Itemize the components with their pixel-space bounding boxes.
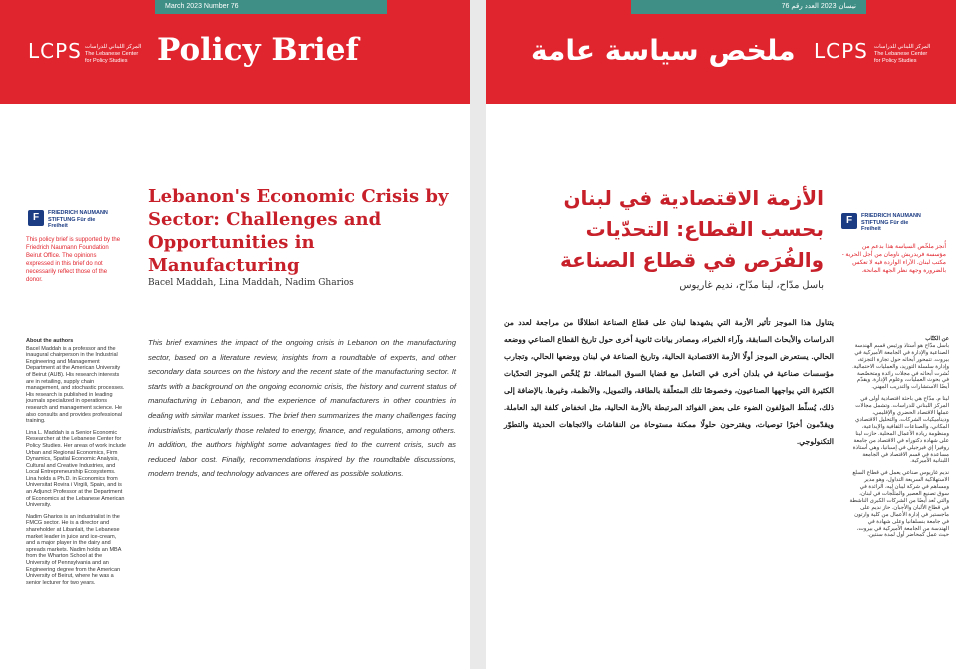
about-authors bbox=[26, 338, 126, 591]
lcps-subtitle bbox=[874, 44, 934, 65]
about-heading: About the authors bbox=[26, 338, 74, 344]
brief-title: الأزمة الاقتصادية في لبنان بحسب القطاع: التحدّيات والفُرَص في قطاع الصناعة bbox=[559, 186, 824, 272]
about-author-2: Lina L. Maddah is a Senior Economic Researcher at the Lebanese Center for Policy Studies. Her areas of work include Urban and Regional Economics, Firm Dynamics, Spatial Economic Analysis, Cultural and Creative Industries, and Local Entrepreneurship Ecosystems. Lina holds a Ph.D. in Economics from Universitat Rovira i Virgili, Spain, and is an Adjunct Professor at the Department of Economics at the Lebanese American University. bbox=[26, 429, 126, 509]
about-author-3: Nadim Gharios is an industrialist in the FMCG sector. He is a director and shareholder at Libanlait, the Lebanese market leader in juice and ice-cream, and a major player in the dairy and spreads markets. Nadim holds an MBA from the Wharton School at the University of Pennsylvania and an Engineering degree from the American University of Beirut, where he was a senior lecturer for two years. bbox=[26, 513, 122, 586]
lcps-logo: LCPS bbox=[28, 39, 82, 63]
english-page bbox=[0, 0, 470, 669]
abstract: يتناول هذا الموجز تأثير الأزمة التي يشهدها لبنان على قطاع الصناعة انطلاقًا من مراجعة لعدد من الدراسات والأبحاث السابقة، وآراء الخبراء، ومصادر بيانات ثانوية أخرى حول تاريخ القطاع الصناعي ووضعه الحالي. يستعرض الموجز أولًا الأزمة الاقتصادية الحالية، وتاريخ الصناعة في لبنان ووضعها الحالي، وتجارب مؤسسات صناعية في بلدان أخرى في التعامل مع قضايا السوق المماثلة. ثمّ يُلخّص الموجز التحدّيات الكثيرة التي يواجهها الصناعيون، وخصوصًا تلك المتعلّقة بالطاقة، والتمويل، والأنظمة، وغيرها. بالإضافة إلى ذلك، يُسلّط المؤلفون الضوء على بعض الفوائد المرتبطة بالأزمة الحالية، مثل انخفاض كلفة اليد العاملة. ويقدّمون أخيرًا توصيات، ويقترحون حلولًا ممكنة مستوحاة من النقاشات والاتجاهات الحديثة والتطوّر التكنولوجي. bbox=[504, 318, 834, 446]
about-author-1: باسل مدّاح هو أستاذ ورئيس قسم الهندسة الصناعية والإدارة في الجامعة الأميركية في بيروت. تتمحور أبحاثه حول تجارة التجزئة، وإدارة سلسلة التوريد، والعمليات الاحتمالية. نُشرت أبحاثه في مجلات رائدة ومتخصّصة في بحوث العمليات، وعلوم الإدارة. ويقدّم أيضًا الاستشارات والتدريب المهني. bbox=[852, 342, 949, 391]
foundation-f-icon: F bbox=[841, 213, 857, 229]
about-author-1: Bacel Maddah is a professor and the inaugural chairperson in the Industrial Engineering and Management Department at the American University of Beirut (AUB). His research interests are in retailing, supply chain management, and stochastic processes. His research is published in leading journals specialized in operations research and management science. He also consults and provides professional training. bbox=[26, 345, 125, 425]
about-heading: عن الكتّاب bbox=[925, 336, 949, 342]
support-note: This policy brief is supported by the Friedrich Naumann Foundation Beirut Office. The opinions expressed in this brief do not necessarily reflect those of the donor. bbox=[26, 237, 121, 283]
header-title: Policy Brief bbox=[157, 32, 359, 68]
issue-strip: نيسان 2023 العدد رقم 76 bbox=[631, 0, 866, 14]
about-author-3: نديم غاريوس صناعي يعمل في قطاع السلع الاستهلاكية السريعة التداول، وهو مدير ومساهم في شركة ليبان لِيه، الرائدة في سوق تصنيع العصير والمثلّجات في لبنان، والتي تُعد أيضًا من الشركات الكبرى الناشطة في قطاع الألبان والأجبان. حاز نديم على ماجستير في إدارة الأعمال من كلية وارتون في جامعة بنسلفانيا وعلى شهادة في الهندسة من الجامعة الأميركية في بيروت، حيث عمل كمحاضر أول لمدة سنتين. bbox=[849, 470, 949, 539]
foundation-f-icon: F bbox=[28, 210, 44, 226]
issue-strip: March 2023 Number 76 bbox=[155, 0, 387, 14]
brief-title: Lebanon's Economic Crisis by Sector: Challenges and Opportunities in Manufacturing bbox=[148, 186, 449, 276]
foundation-name: FRIEDRICH NAUMANN STIFTUNG Für die Freiheit bbox=[861, 213, 921, 232]
lcps-subtitle-ar: المركز اللبناني للدراسات bbox=[85, 44, 142, 50]
foundation-logo bbox=[28, 210, 110, 230]
header-title: ملخص سياسة عامة bbox=[531, 34, 796, 67]
lcps-subtitle-ar: المركز اللبناني للدراسات bbox=[874, 44, 931, 50]
authors: Bacel Maddah, Lina Maddah, Nadim Gharios bbox=[148, 278, 354, 288]
foundation-logo bbox=[841, 213, 923, 233]
lcps-subtitle-en: The Lebanese Center for Policy Studies bbox=[85, 51, 139, 64]
abstract: This brief examines the impact of the ongoing crisis in Lebanon on the manufacturing sector, based on a literature review, insights from a roundtable of experts, and other secondary data sources on the history and the recent state of the manufacturing sector. It starts with a background on the ongoing economic crisis, the history and current status of manufacturing in Lebanon, and the experience of manufacturers in other countries in dealing with similar market issues. The brief then summarizes the many challenges facing industrialists, particularly those related to energy, finance, and regulations, among others. In addition, the authors highlight some advantages tied to the current crisis, such as reduced labor cost. Finally, recommendations inspired by the roundtable discussions, modern trends, and technology advances are offered as possible solutions. bbox=[148, 338, 456, 479]
lcps-subtitle-en: The Lebanese Center for Policy Studies bbox=[874, 51, 928, 64]
lcps-subtitle bbox=[85, 44, 145, 65]
arabic-page bbox=[486, 0, 956, 669]
foundation-name: FRIEDRICH NAUMANN STIFTUNG Für die Freiheit bbox=[48, 210, 108, 229]
support-note: أُنجز ملخّص السياسة هذا بدعم من مؤسسة فريدريش ناومان من أجل الحرية - مكتب لبنان. الآراء الواردة فيه لا تعكس بالضرورة وجهة نظر الجهة المانحة. bbox=[841, 244, 946, 274]
about-authors bbox=[849, 336, 949, 544]
about-author-2: لينا م. مدّاح هي باحثة اقتصادية أولى في المركز اللبناني للدراسات. وتشمل مجالات عملها الاقتصاد الحضري والإقليمي، وديناميكيات الشركات، والتحليل الاقتصادي المكاني، والصناعات الثقافية والإبداعية، ومنظومة ريادة الأعمال المحلية. حازت لينا على شهادة دكتوراه في الاقتصاد من جامعة روفيرا إي فيرجيلي في إسبانيا، وهي أستاذة مساعدة في قسم الاقتصاد في الجامعة اللبنانية الأميركية. bbox=[852, 396, 949, 465]
lcps-logo: LCPS bbox=[814, 39, 868, 63]
authors: باسل مدّاح، لينا مدّاح، نديم غاريوس bbox=[679, 280, 824, 291]
page-gutter bbox=[470, 0, 486, 669]
